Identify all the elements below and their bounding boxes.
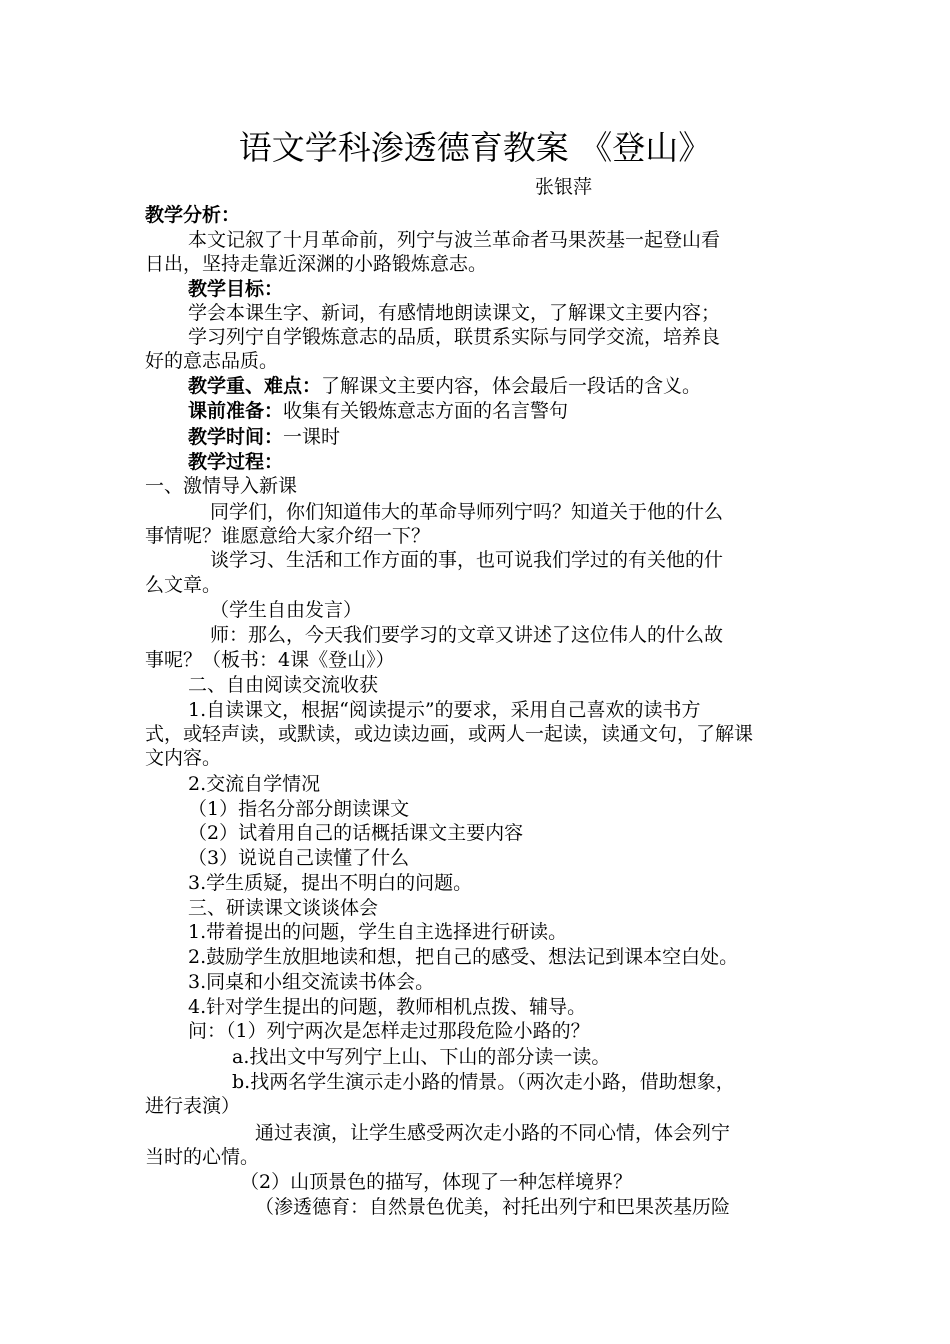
text-line (188, 846, 409, 870)
section-time (188, 425, 340, 449)
line-label: 课前准备： (188, 400, 284, 422)
text-line (188, 325, 720, 349)
text-line (145, 1145, 259, 1169)
text-line (188, 228, 720, 252)
line-label: 教学重、难点： (188, 375, 322, 397)
text-line (232, 1070, 735, 1094)
line-text: 进行表演） (145, 1095, 241, 1117)
line-text: 一、激情导入新课 (145, 475, 298, 497)
line-text: 事情呢？谁愿意给大家介绍一下？ (145, 525, 431, 547)
line-text: （学生自由发言） (210, 599, 363, 621)
text-line (188, 970, 434, 994)
text-line (188, 920, 567, 944)
line-text: 二、自由阅读交流收获 (188, 674, 379, 696)
line-text: 式，或轻声读，或默读，或边读边画，或两人一起读，读通文句，了解课 (145, 723, 754, 745)
line-text: （渗透德育：自然景色优美，衬托出列宁和巴果茨基历险 (255, 1196, 731, 1218)
line-text: 学会本课生字、新词，有感情地朗读课文，了解课文主要内容； (188, 302, 721, 324)
text-line (145, 1094, 240, 1118)
text-line (145, 722, 753, 746)
text-line (188, 698, 701, 722)
line-text: 2.鼓励学生放胆地读和想，把自己的感受、想法记到课本空白处。 (188, 946, 739, 968)
line-text: 文内容。 (145, 747, 222, 769)
section-key-points (188, 374, 701, 398)
line-text: （2）山顶景色的描写，体现了一种怎样境界？ (240, 1171, 633, 1193)
line-text: 2.交流自学情况 (188, 773, 321, 795)
text-line (188, 301, 720, 325)
line-text: 问：（1）列宁两次是怎样走过那段危险小路的？ (188, 1020, 590, 1042)
text-line (210, 598, 362, 622)
text-line (145, 349, 278, 373)
text-line (145, 648, 395, 672)
text-line (188, 871, 472, 895)
line-text: a.找出文中写列宁上山、下山的部分读一读。 (232, 1046, 611, 1068)
line-text: （2）试着用自己的话概括课文主要内容 (188, 822, 524, 844)
line-text: b.找两名学生演示走小路的情景。（两次走小路，借助想象， (232, 1071, 735, 1093)
line-text: 么文章。 (145, 574, 222, 596)
section-heading-goals (188, 277, 283, 301)
line-text: 学习列宁自学锻炼意志的品质，联贯系实际与同学交流，培养良 (188, 326, 721, 348)
line-text: 好的意志品质。 (145, 350, 279, 372)
text-line (232, 1045, 610, 1069)
line-label: 教学时间： (188, 426, 284, 448)
text-line (188, 995, 586, 1019)
text-line (210, 548, 723, 572)
text-line (145, 573, 221, 597)
line-text: 3.学生质疑，提出不明白的问题。 (188, 872, 473, 894)
section-preparation (188, 399, 568, 423)
line-text: 1.自读课文，根据“阅读提示”的要求，采用自己喜欢的读书方 (188, 699, 701, 721)
section-heading-process (188, 450, 283, 474)
line-label: 教学分析： (145, 204, 241, 226)
section-heading-analysis (145, 203, 240, 227)
line-text: 收集有关锻炼意志方面的名言警句 (283, 400, 569, 422)
line-text: （3）说说自己读懂了什么 (188, 847, 410, 869)
line-text: 师：那么，今天我们要学习的文章又讲述了这位伟人的什么故 (210, 624, 724, 646)
line-text: 同学们，你们知道伟大的革命导师列宁吗？知道关于他的什么 (210, 501, 724, 523)
step-heading (188, 896, 378, 920)
text-line (255, 1195, 730, 1219)
line-text: 日出，坚持走靠近深渊的小路锻炼意志。 (145, 253, 488, 275)
line-text: 4.针对学生提出的问题，教师相机点拨、辅导。 (188, 996, 587, 1018)
line-text: 通过表演，让学生感受两次走小路的不同心情，体会列宁 (255, 1122, 731, 1144)
text-line (188, 797, 409, 821)
text-line (145, 252, 487, 276)
line-label: 教学过程： (188, 451, 284, 473)
text-line (210, 500, 723, 524)
line-text: 1.带着提出的问题，学生自主选择进行研读。 (188, 921, 568, 943)
line-text: 谈学习、生活和工作方面的事，也可说我们学过的有关他的什 (210, 549, 724, 571)
line-text: （1）指名分部分朗读课文 (188, 798, 410, 820)
line-text: 事呢？（板书：4课《登山》） (145, 649, 395, 671)
text-line (240, 1170, 632, 1194)
text-line (145, 746, 221, 770)
text-line (145, 524, 430, 548)
text-line (188, 1019, 590, 1043)
line-text: 三、研读课文谈谈体会 (188, 897, 379, 919)
author-name: 张银萍 (535, 176, 593, 198)
document-title: 语文学科渗透德育教案 《登山》 (238, 128, 712, 167)
line-text: 了解课文主要内容，体会最后一段话的含义。 (321, 375, 702, 397)
step-heading (145, 474, 297, 498)
text-line (255, 1121, 730, 1145)
text-line (188, 772, 320, 796)
line-text: 当时的心情。 (145, 1146, 260, 1168)
line-label: 教学目标： (188, 278, 284, 300)
text-line (188, 945, 738, 969)
text-line (188, 821, 523, 845)
step-heading (188, 673, 378, 697)
text-line (210, 623, 723, 647)
line-text: 一课时 (283, 426, 341, 448)
line-text: 本文记叙了十月革命前，列宁与波兰革命者马果茨基一起登山看 (188, 229, 721, 251)
line-text: 3.同桌和小组交流读书体会。 (188, 971, 435, 993)
